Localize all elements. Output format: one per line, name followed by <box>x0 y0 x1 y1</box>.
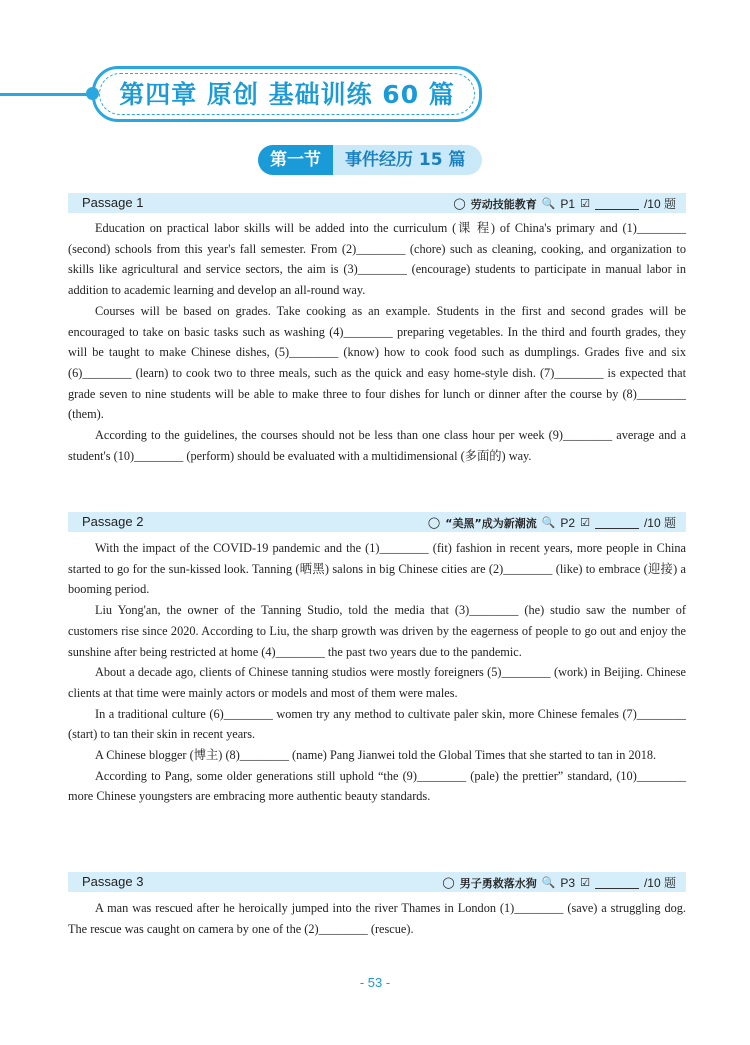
passage-ref: P3 <box>560 875 576 890</box>
paragraph: Courses will be based on grades. Take cooking as an example. Students in the first and second grades will be encouraged to take on basic tasks such as washing (4)________ preparing vegetables. In the third and fourth grades, they will be taught to make Chinese dishes, (5)________ (know) how to cook food such as dumplings. Grades five and six (6)________ (learn) to cook two to three meals, such as the quick and easy home-style dish. (7)________ is expected that grade seven to nine students will be able to make three to four dishes for lunch or dinner after the course by (8)________ (them). <box>68 303 686 422</box>
section-banner <box>258 145 482 175</box>
passage-meta <box>453 195 676 212</box>
page-number: - 53 - <box>359 975 391 990</box>
section-name: 事件经历 15 篇 <box>333 145 482 175</box>
score-blank <box>595 516 639 529</box>
passage-ref: P1 <box>560 196 576 211</box>
paragraph: According to Pang, some older generations still uphold “the (9)________ (pale) the prettier” standard, (10)________ more Chinese youngsters are embracing more authentic beauty standards. <box>68 768 686 804</box>
passage-score: /10 题 <box>643 197 676 211</box>
passage-header <box>68 193 686 213</box>
passage-label: Passage 2 <box>82 514 144 529</box>
passage-label: Passage 1 <box>82 195 144 210</box>
score-blank <box>595 197 639 210</box>
checkbox-icon: ☑ <box>580 877 590 889</box>
lightbulb-icon: ◯ <box>453 198 466 210</box>
passage-meta <box>442 874 676 891</box>
lightbulb-icon: ◯ <box>442 877 455 889</box>
chapter-decor-line <box>0 93 92 96</box>
paragraph: Liu Yong'an, the owner of the Tanning Studio, told the media that (3)________ (he) studio saw the number of customers rise since 2020. According to Liu, the sharp growth was driven by the eagerness of people to go out and enjoy the sunshine after being restricted at home (4)________ the past two years due to the pandemic. <box>68 603 686 659</box>
passage-label: Passage 3 <box>82 874 144 889</box>
passage-body <box>68 538 686 807</box>
search-icon: 🔍 <box>541 877 556 889</box>
passage-header <box>68 512 686 532</box>
passage-score: /10 题 <box>643 876 676 890</box>
passage-topic: 男子勇救落水狗 <box>459 876 537 890</box>
lightbulb-icon: ◯ <box>427 517 441 529</box>
checkbox-icon: ☑ <box>580 198 590 210</box>
passage-meta <box>428 514 676 531</box>
paragraph: A Chinese blogger (博主) (8)________ (name) Pang Jianwei told the Global Times that she started to tan in 2018. <box>95 748 657 763</box>
paragraph: In a traditional culture (6)________ women try any method to cultivate paler skin, more Chinese females (7)________ (start) to tan their skin in recent years. <box>68 706 686 742</box>
section-number: 第一节 <box>258 145 333 175</box>
passage-topic: “美黑”成为新潮流 <box>445 516 537 530</box>
passage-score: /10 题 <box>643 516 676 530</box>
paragraph: A man was rescued after he heroically jumped into the river Thames in London (1)________ (save) a struggling dog. The rescue was caught on camera by one of the (2)________ (rescue). <box>68 901 686 936</box>
chapter-decor-dot <box>86 87 99 100</box>
score-blank <box>595 876 639 889</box>
paragraph: About a decade ago, clients of Chinese tanning studios were mostly foreigners (5)________ (work) in Beijing. Chinese clients at that time were mainly actors or models and most of them were males. <box>68 665 686 700</box>
passage-topic: 劳动技能教育 <box>470 197 537 211</box>
search-icon: 🔍 <box>541 198 556 210</box>
paragraph: Education on practical labor skills will be added into the curriculum (课 程) of China's primary and (1)________ (second) schools from this year's fall semester. From (2)________ (chore) such as cleaning, cooking, and organization to skills like agricultural and service sectors, the aim is (3)________ (encourage) students to participate in manual labor in addition to academic learning and develop an all-round way. <box>68 221 686 298</box>
paragraph: According to the guidelines, the courses should not be less than one class hour per week (9)________ average and a student's (10)________ (perform) should be evaluated with a multidimensional (多面的) way. <box>68 428 686 463</box>
paragraph: With the impact of the COVID-19 pandemic and the (1)________ (fit) fashion in recent years, more people in China started to go for the sun-kissed look. Tanning (晒黑) salons in big Chinese cities are (2)________ (like) to embrace (迎接) a booming period. <box>68 541 686 597</box>
chapter-title: 第四章 原创 基础训练 60 篇 <box>119 80 455 109</box>
search-icon: 🔍 <box>541 517 556 529</box>
chapter-banner <box>92 66 482 122</box>
passage-body <box>68 218 686 466</box>
passage-header <box>68 872 686 892</box>
passage-ref: P2 <box>560 515 576 530</box>
passage-body <box>68 898 686 939</box>
checkbox-icon: ☑ <box>580 517 590 529</box>
